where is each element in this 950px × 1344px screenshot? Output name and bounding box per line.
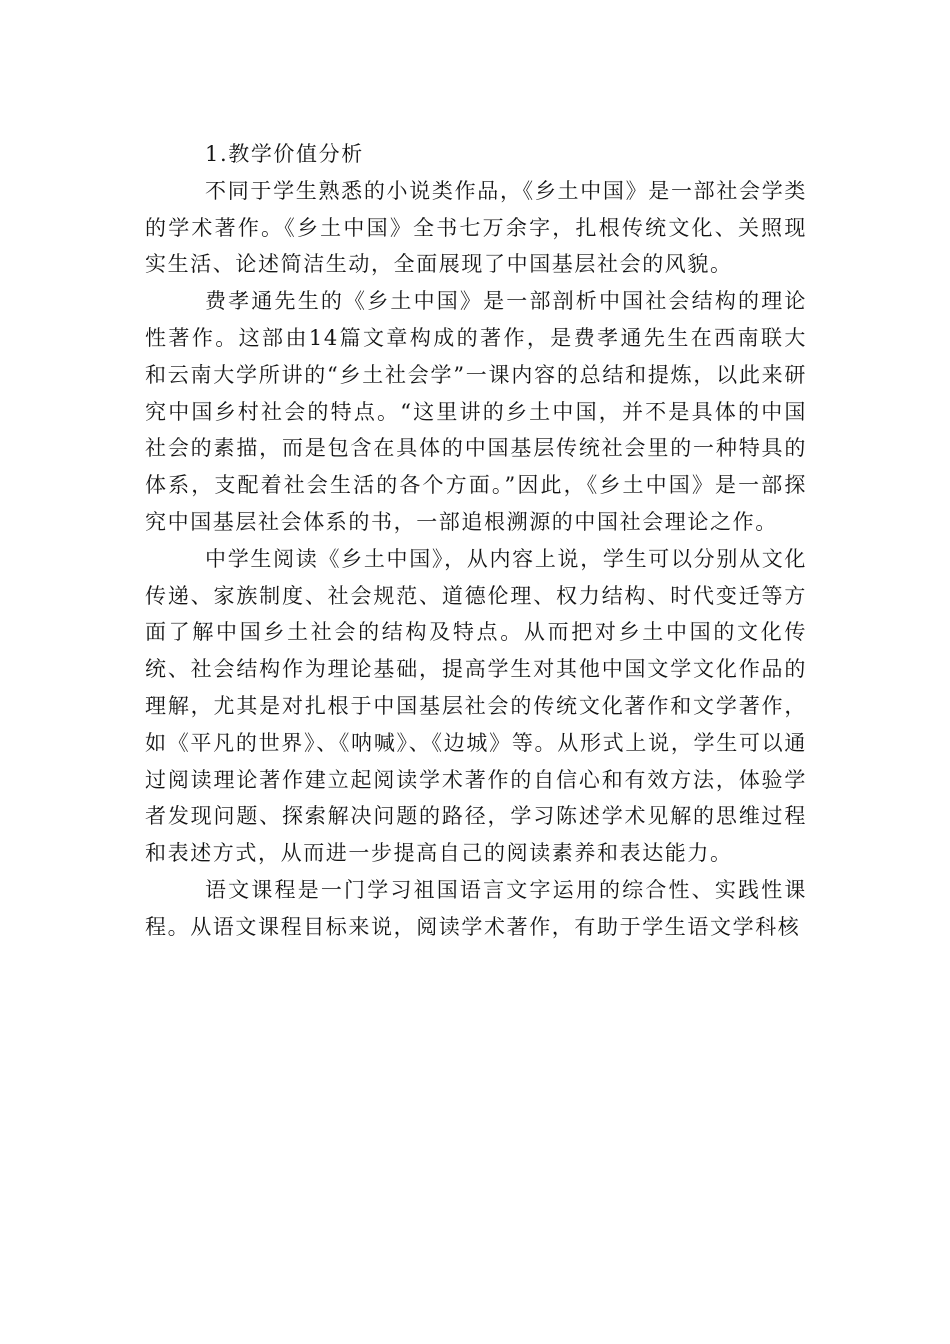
paragraph-3: 中学生阅读《乡土中国》，从内容上说，学生可以分别从文化传递、家族制度、社会规范、道德伦理、权力结构、时代变迁等方面了解中国乡土社会的结构及特点。从而把对乡土中国的文化传统、社会结构作为理论基础，提高学生对其他中国文学文化作品的理解，尤其是对扎根于中国基层社会的传统文化著作和文学著作，如《平凡的世界》、《呐喊》、《边城》等。从形式上说，学生可以通过阅读理论著作建立起阅读学术著作的自信心和有效方法，体验学者发现问题、探索解决问题的路径，学习陈述学术见解的思维过程和表述方式，从而进一步提高自己的阅读素养和表达能力。 xyxy=(145,546,807,866)
section-heading: 1.教学价值分析 xyxy=(205,142,364,166)
paragraph-2: 费孝通先生的《乡土中国》是一部剖析中国社会结构的理论性著作。这部由14篇文章构成的著作，是费孝通先生在西南联大和云南大学所讲的“乡土社会学”一课内容的总结和提炼，以此来研究中国乡村社会的特点。“这里讲的乡土中国，并不是具体的中国社会的素描，而是包含在具体的中国基层传统社会里的一种特具的体系，支配着社会生活的各个方面。”因此，《乡土中国》是一部探究中国基层社会体系的书，一部追根溯源的中国社会理论之作。 xyxy=(145,289,807,534)
paragraph-4: 语文课程是一门学习祖国语言文字运用的综合性、实践性课程。从语文课程目标来说，阅读学术著作，有助于学生语文学科核 xyxy=(145,877,807,939)
paragraph-1: 不同于学生熟悉的小说类作品，《乡土中国》是一部社会学类的学术著作。《乡土中国》全书七万余字，扎根传统文化、关照现实生活、论述简洁生动，全面展现了中国基层社会的风貌。 xyxy=(145,178,807,277)
document-body xyxy=(145,136,807,946)
